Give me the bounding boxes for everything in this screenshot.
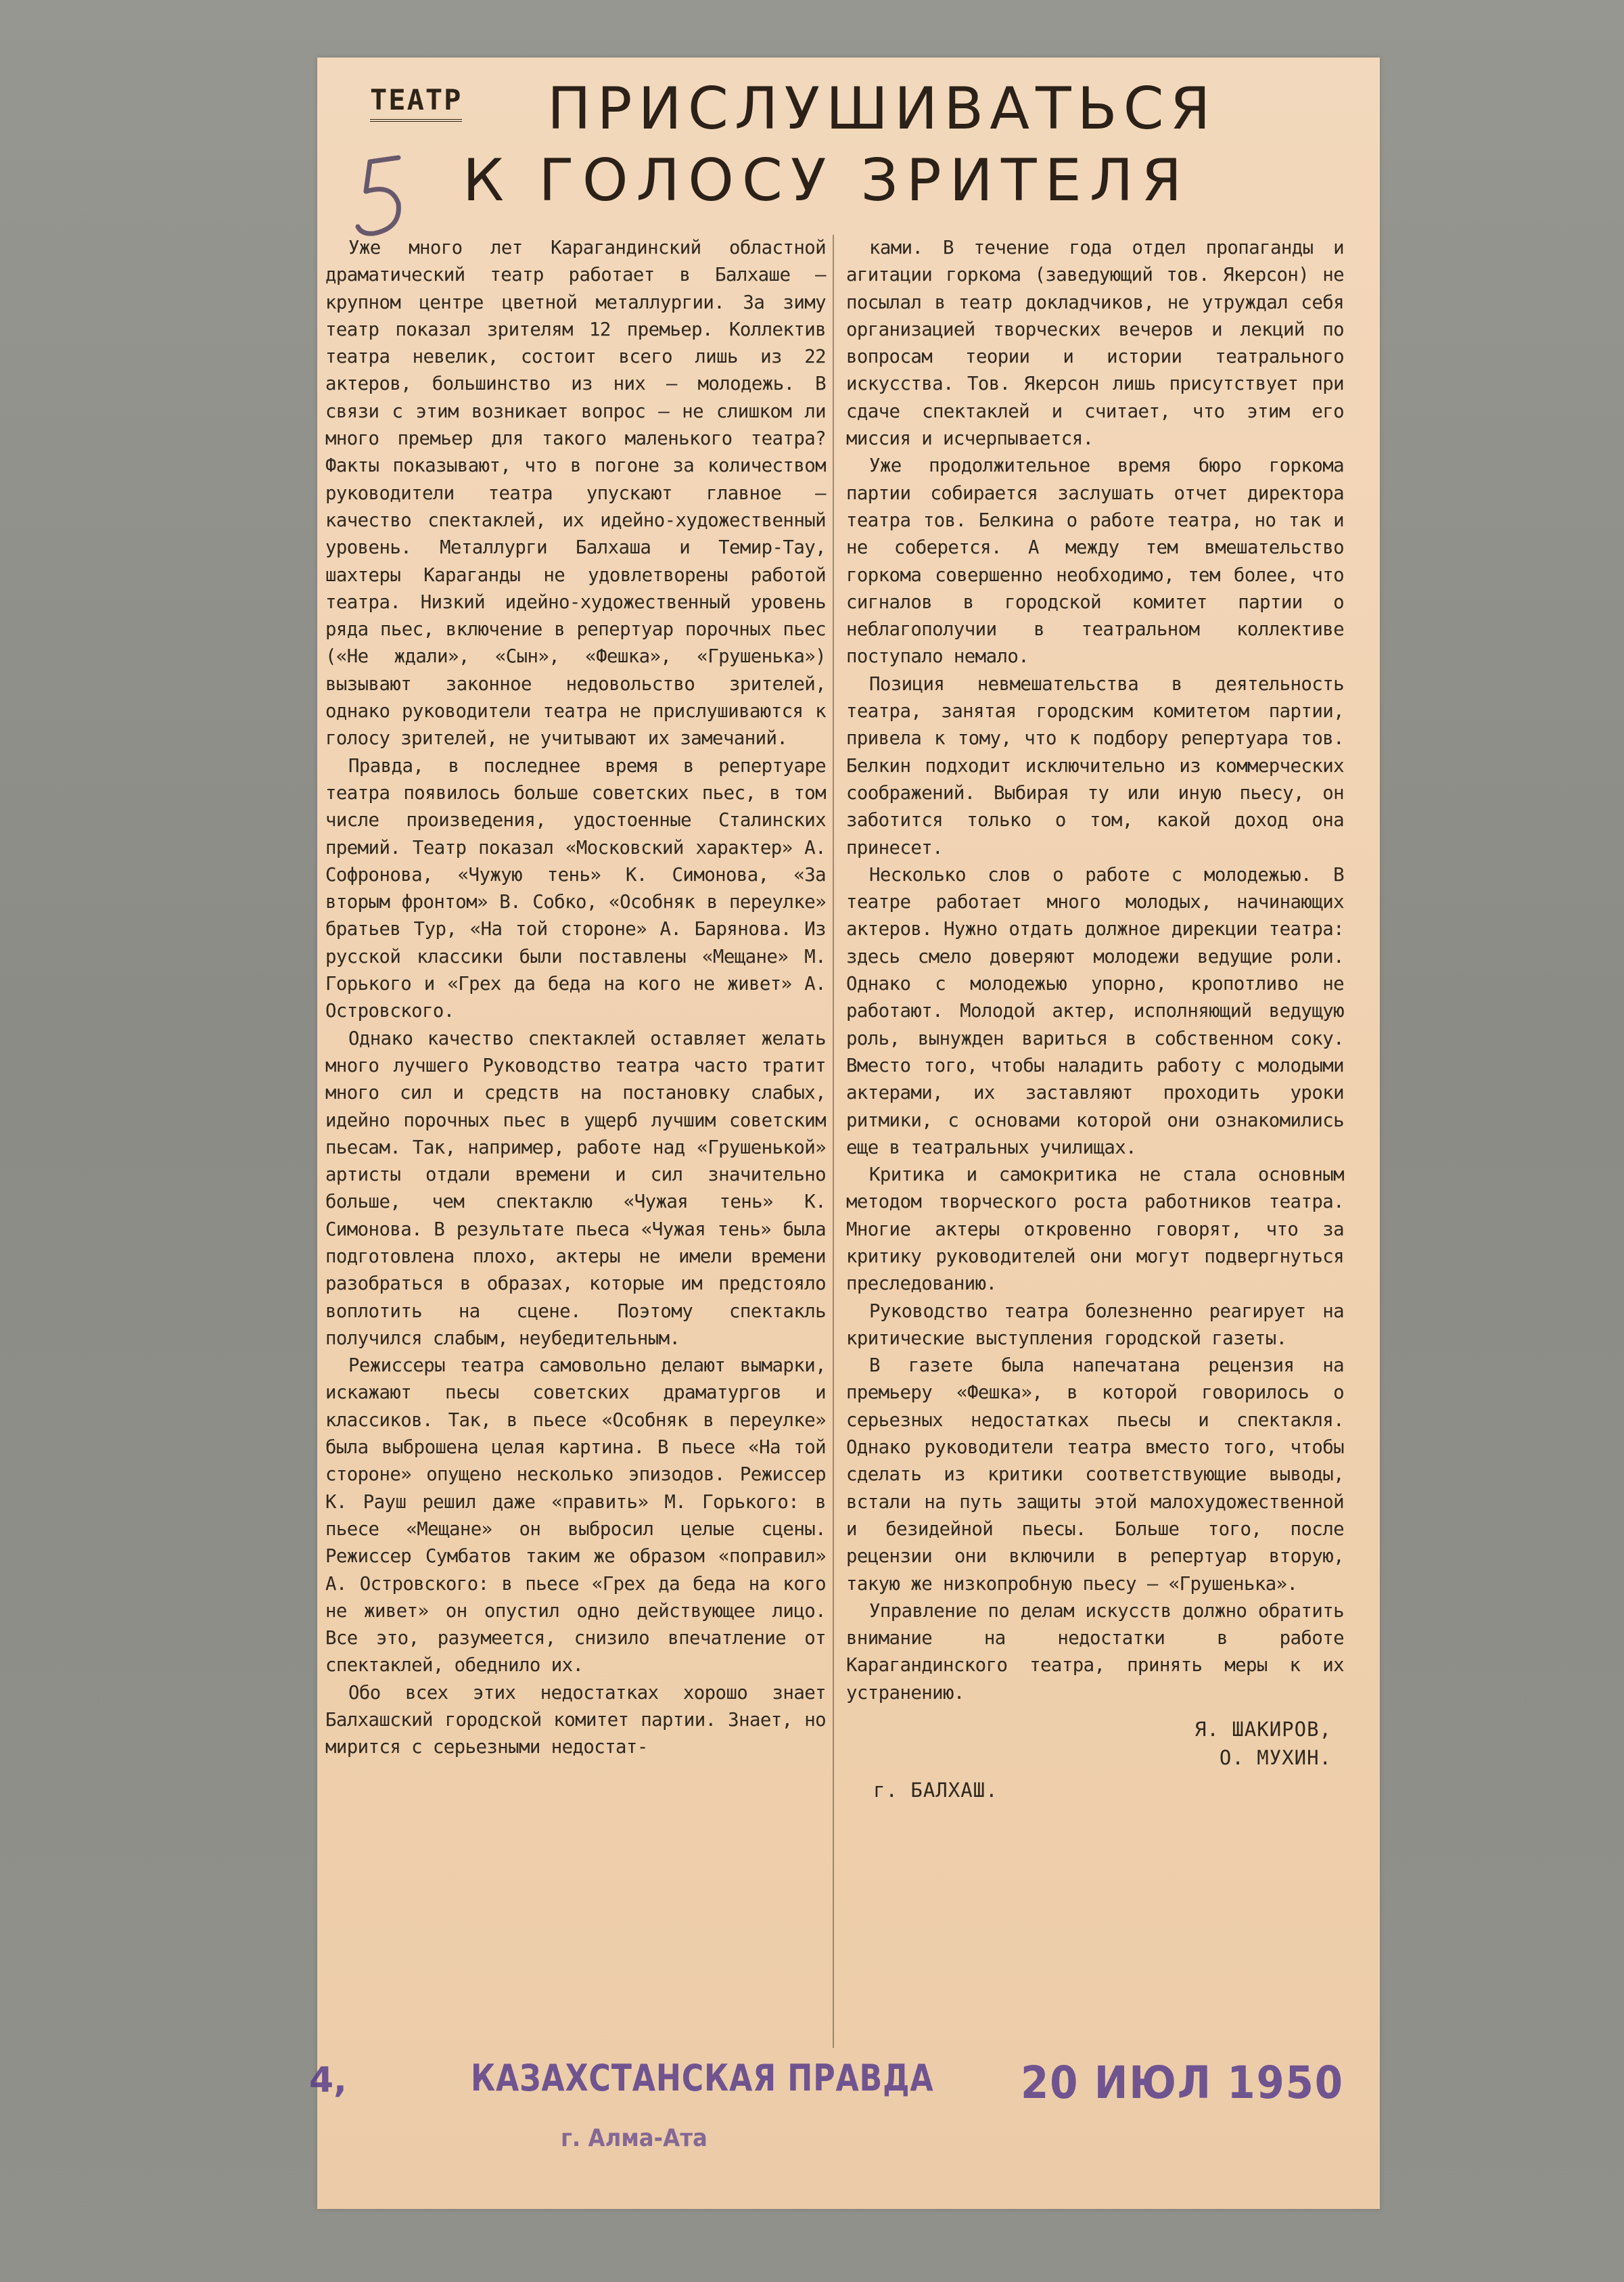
column-divider bbox=[833, 235, 834, 2048]
article-signature bbox=[846, 1715, 1344, 1804]
paragraph: В газете была напечатана рецензия на премьеру «Фешка», в которой говорилось о серьезных недостатках пьесы и спектакля. Однако руководители театра вместо того, чтобы сделать из критики соответствующие выводы, встали на путь защиты этой малохудожественной и безидейной пьесы. Больше того, после рецензии они включили в репертуар вторую, такую же низкопробную пьесу — «Грушенька». bbox=[846, 1355, 1344, 1595]
paragraph: Уже много лет Карагандинский областной драматический театр работает в Балхаше — крупном центре цветной металлургии. За зиму театр показал зрителям 12 премьер. Коллектив театра невелик, состоит всего лишь из 22 актеров, большинство из них — молодежь. В связи с этим возникает вопрос — не слишком ли много премьер для такого маленького театра? Факты показывают, что в погоне за количеством руководители театра упускают главное — качество спектаклей, их идейно-художественный уровень. Металлурги Балхаша и Темир-Тау, шахтеры Караганды не удовлетворены работой театра. Низкий идейно-художественный уровень ряда пьес, включение в репертуар порочных пьес («Не ждали», «Сын», «Фешка», «Грушенька») вызывают законное недовольство зрителей, однако руководители театра не прислушиваются к голосу зрителей, не учитывают их замечаний. bbox=[325, 237, 826, 750]
paragraph: Критика и самокритика не стала основным методом творческого роста работников театра. Многие актеры откровенно говорят, что за критику руководителей они могут подвергнуться преследованию. bbox=[846, 1164, 1344, 1295]
rubric-label: ТЕАТР bbox=[370, 83, 462, 122]
author-name: Я. ШАКИРОВ, bbox=[1194, 1718, 1332, 1741]
headline-line-1: ПРИСЛУШИВАТЬСЯ bbox=[547, 75, 1217, 143]
article-column-right bbox=[846, 235, 1344, 1804]
paragraph: Однако качество спектаклей оставляет желать много лучшего Руководство театра часто тратит много сил и средств на постановку слабых, идейно порочных пьес в ущерб лучшим советским пьесам. Так, например, работе над «Грушенькой» артисты отдали времени и сил значительно больше, чем спектаклю «Чужая тень» К. Симонова. В результате пьеса «Чужая тень» была подготовлена плохо, актеры не имели времени разобраться в образах, которые им предстояло воплотить на сцене. Поэтому спектакль получился слабым, неубедительным. bbox=[325, 1028, 826, 1349]
paragraph: Обо всех этих недостатках хорошо знает Балхашский городской комитет партии. Знает, но мирится с серьезными недостат- bbox=[325, 1682, 826, 1758]
stamp-city: г. Алма-Ата bbox=[561, 2124, 707, 2152]
paragraph: Уже продолжительное время бюро горкома партии собирается заслушать отчет директора театра тов. Белкина о работе театра, но так и не соберется. А между тем вмешательство горкома совершенно необходимо, тем более, что сигналов в городской комитет партии о неблагополучии в театральном коллективе поступало немало. bbox=[846, 455, 1344, 668]
paragraph: Несколько слов о работе с молодежью. В театре работает много молодых, начинающих актеров. Нужно отдать должное дирекции театра: здесь смело доверяют молодежи ведущие роли. Однако с молодежью упорно, кропотливо не работают. Молодой актер, исполняющий ведущую роль, вынужден вариться в собственном соку. Вместо того, чтобы наладить работу с молодыми актерами, их заставляют проходить уроки ритмики, с основами которой они ознакомились еще в театральных училищах. bbox=[846, 864, 1344, 1158]
paragraph: Режиссеры театра самовольно делают вымарки, искажают пьесы советских драматургов и классиков. Так, в пьесе «Особняк в переулке» была выброшена целая картина. В пьесе «На той стороне» опущено несколько эпизодов. Режиссер К. Рауш решил даже «править» М. Горького: в пьесе «Мещане» он выбросил целые сцены. Режиссер Сумбатов таким же образом «поправил» А. Островского: в пьесе «Грех да беда на кого не живет» он опустил одно действующее лицо. Все это, разумеется, снизило впечатление от спектаклей, обеднило их. bbox=[325, 1355, 826, 1676]
headline-line-2: К ГОЛОСУ ЗРИТЕЛЯ bbox=[463, 147, 1190, 214]
pencil-mark-icon bbox=[351, 152, 412, 240]
author-name: О. МУХИН. bbox=[1219, 1746, 1332, 1770]
paragraph: Руководство театра болезненно реагирует на критические выступления городской газеты. bbox=[846, 1300, 1344, 1349]
paragraph: Правда, в последнее время в репертуаре театра появилось больше советских пьес, в том числе произведения, удостоенные Сталинских премий. Театр показал «Московский характер» А. Софронова, «Чужую тень» К. Симонова, «За вторым фронтом» В. Собко, «Особняк в переулке» братьев Тур, «На той стороне» А. Барянова. Из русской классики были поставлены «Мещане» М. Горького и «Грех да беда на кого не живет» А. Островского. bbox=[325, 755, 826, 1022]
article-column-left bbox=[320, 235, 826, 1762]
stamp-date: 20 ИЮЛ 1950 bbox=[1021, 2057, 1344, 2109]
stamp-newspaper-name: КАЗАХСТАНСКАЯ ПРАВДА bbox=[471, 2057, 934, 2099]
stamp-edge-mark: 4, bbox=[309, 2060, 347, 2101]
paragraph: ками. В течение года отдел пропаганды и агитации горкома (заведующий тов. Якерсон) не посылал в театр докладчиков, не утруждал себя организацией творческих вечеров и лекций по вопросам теории и истории театрального искусства. Тов. Якерсон лишь присутствует при сдаче спектаклей и считает, что этим его миссия и исчерпывается. bbox=[846, 237, 1344, 450]
paragraph: Управление по делам искусств должно обратить внимание на недостатки в работе Карагандинского театра, принять меры к их устранению. bbox=[846, 1600, 1344, 1704]
dateline-place: г. БАЛХАШ. bbox=[873, 1779, 998, 1802]
paragraph: Позиция невмешательства в деятельность театра, занятая городским комитетом партии, привела к тому, что к подбору репертуара тов. Белкин подходит исключительно из коммерческих соображений. Выбирая ту или иную пьесу, он заботится только о том, какой доход она принесет. bbox=[846, 673, 1344, 859]
newspaper-clipping bbox=[309, 58, 1380, 2209]
